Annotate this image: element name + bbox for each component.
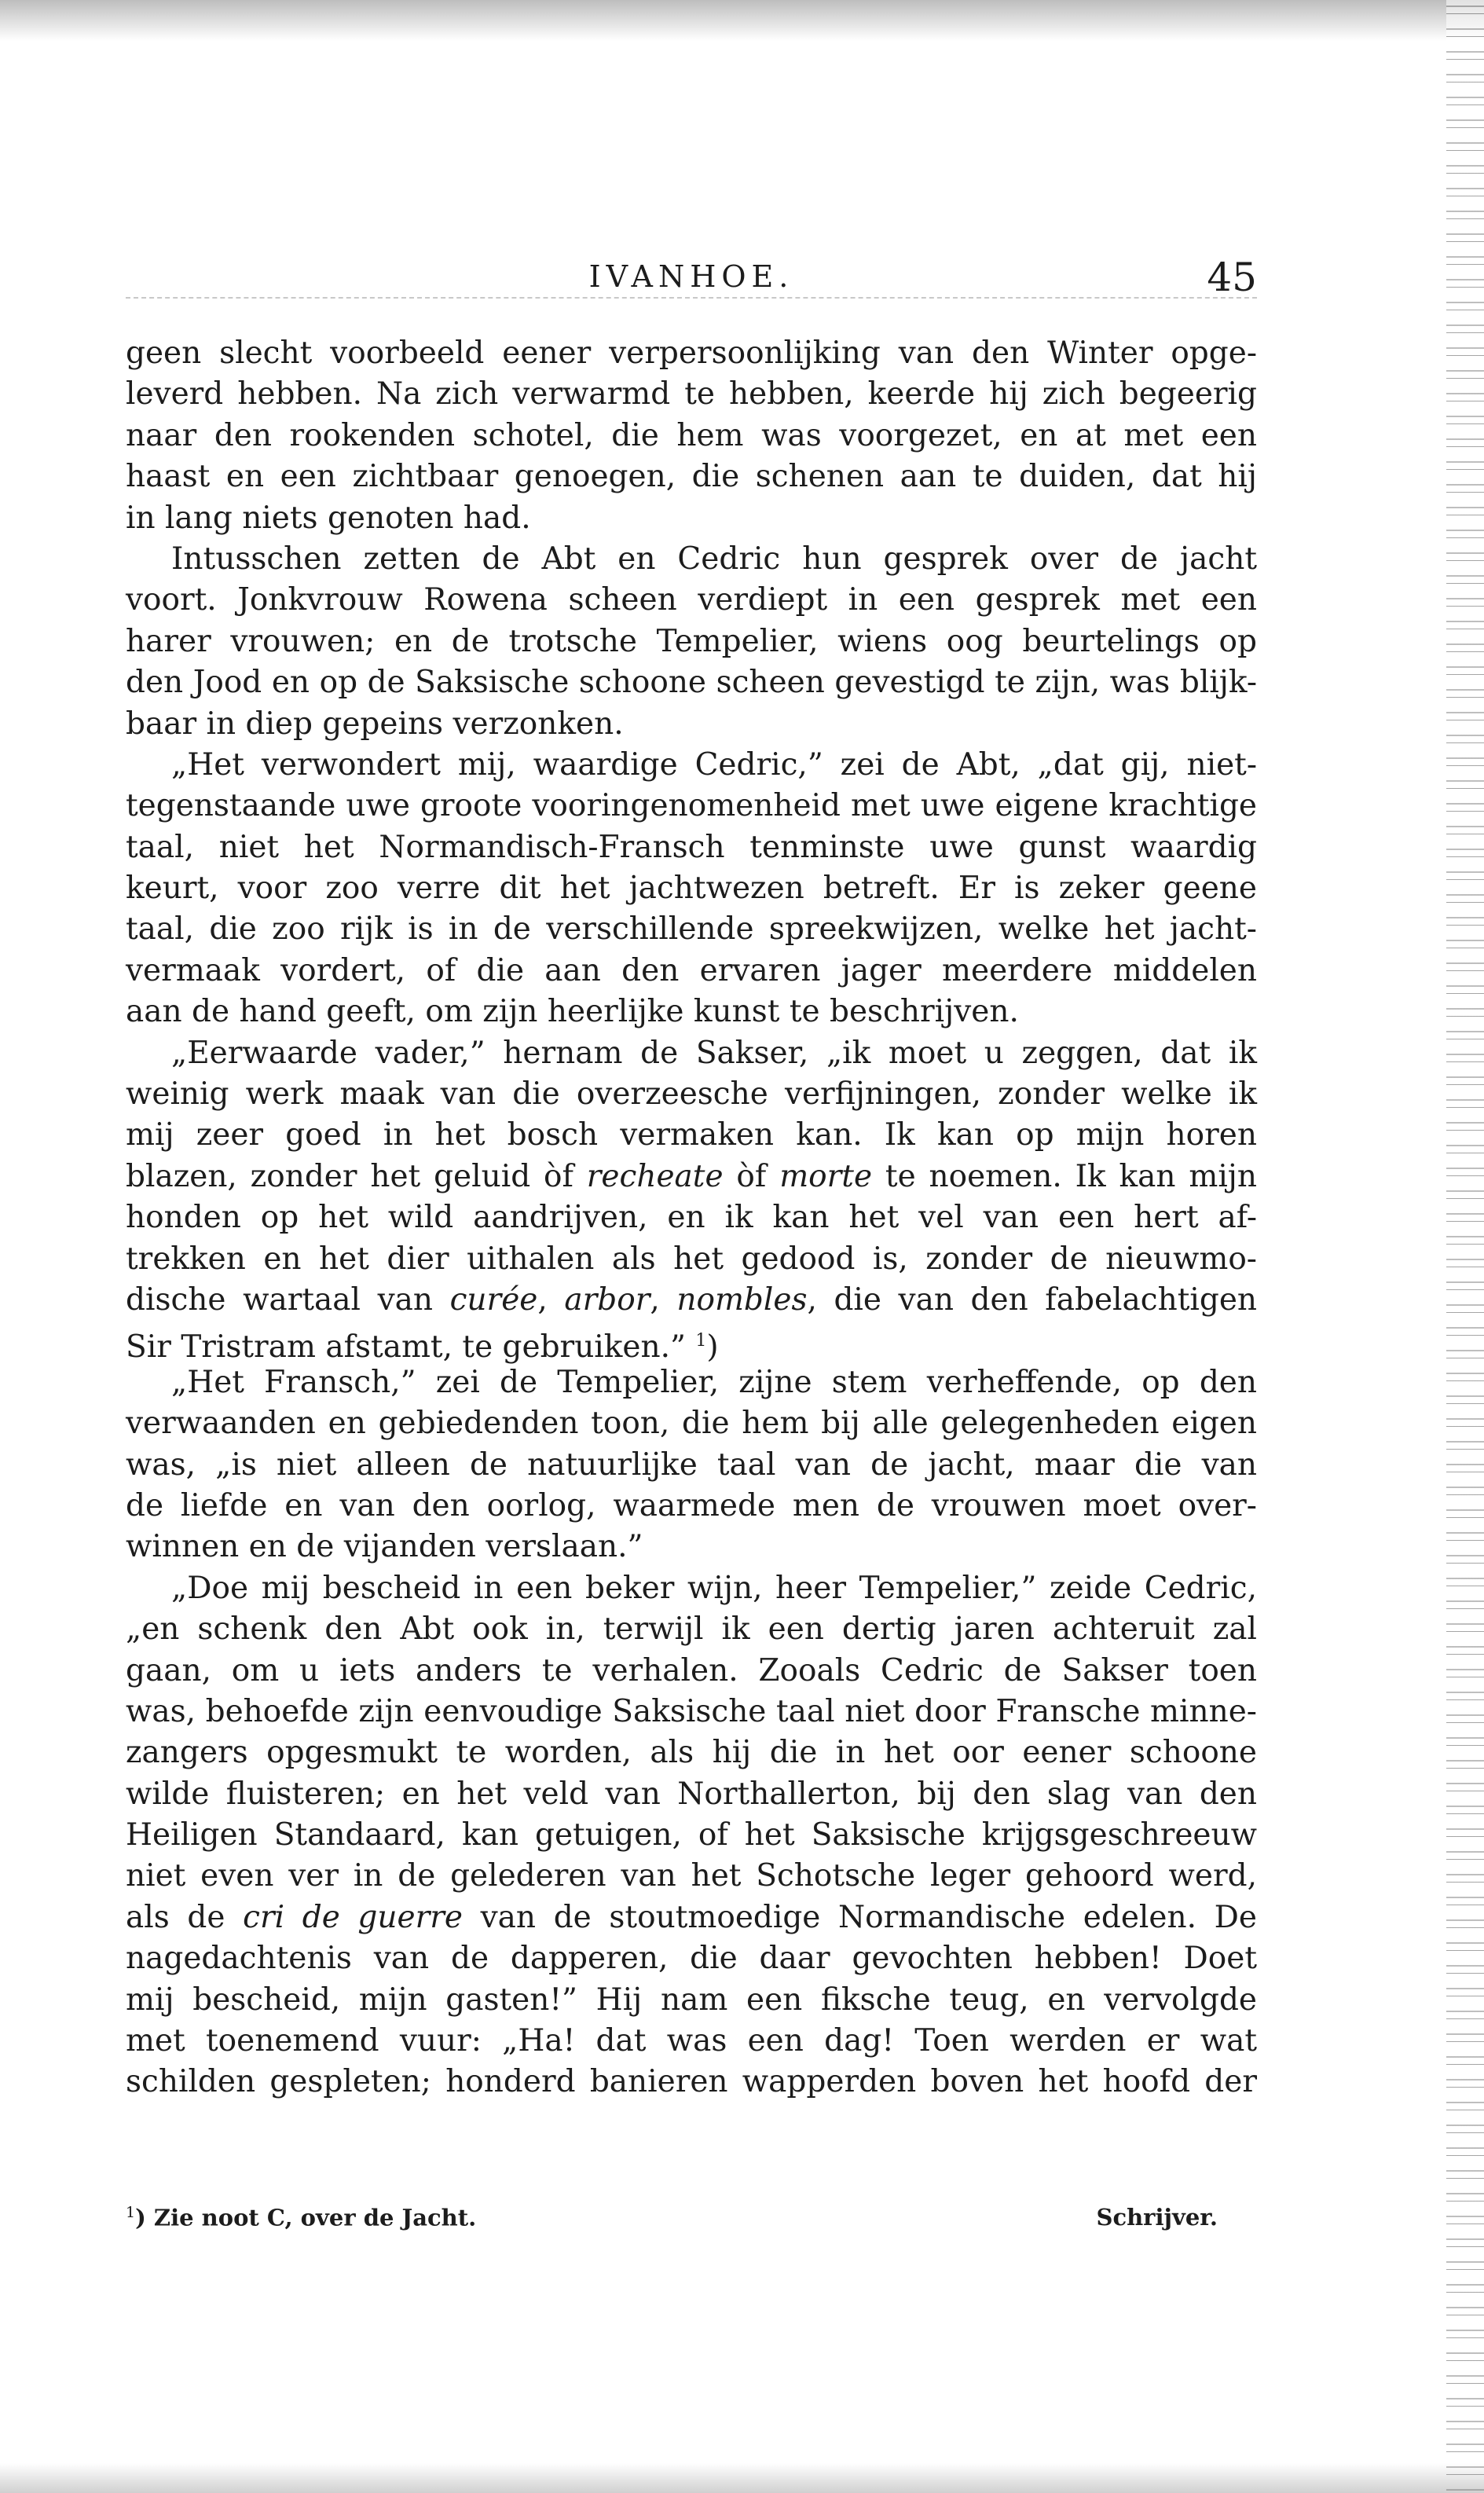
footnote-reference: 1 <box>695 1331 707 1351</box>
text-line: trekken en het dier uithalen als het gedood is, zonder de nieuwmo- <box>126 1241 1257 1277</box>
text-line: mij bescheid, mijn gasten!” Hij nam een fiksche teug, en vervolgde <box>126 1982 1257 2018</box>
text-line <box>126 1157 1257 1197</box>
footnote-marker: 1 <box>126 2204 136 2221</box>
text-line: taal, die zoo rijk is in de verschillende spreekwijzen, welke het jacht- <box>126 911 1257 948</box>
text-run: , <box>537 1281 565 1318</box>
page-header <box>126 255 1257 306</box>
text-line: de liefde en van den oorlog, waarmede men de vrouwen moet over- <box>126 1487 1257 1523</box>
header-rule <box>126 297 1257 299</box>
text-line: keurt, voor zoo verre dit het jachtwezen betreft. Er is zeker geene <box>126 871 1257 907</box>
text-line: naar den rookenden schotel, die hem was voorgezet, en at met een <box>126 417 1257 453</box>
text-line: verwaanden en gebiedenden toon, die hem bij alle gelegenheden eigen <box>126 1406 1257 1442</box>
text-line: geen slecht voorbeeld eener verpersoonlijking van den Winter opge- <box>126 335 1257 371</box>
italic-term: cri de guerre <box>243 1899 463 1935</box>
text-line <box>126 1321 1257 1366</box>
italic-term: arbor <box>564 1281 650 1318</box>
text-line: haast en een zichtbaar genoegen, die schenen aan te duiden, dat hij <box>126 459 1257 495</box>
page-right-edge <box>1446 0 1484 2493</box>
text-run: blazen, zonder het geluid òf <box>126 1158 587 1194</box>
italic-term: recheate <box>586 1158 724 1194</box>
text-run: van de stoutmoedige Normandische edelen. De <box>462 1899 1257 1935</box>
text-run: , <box>650 1281 677 1318</box>
text-line: Intusschen zetten de Abt en Cedric hun gesprek over de jacht <box>171 541 1257 577</box>
text-line <box>126 1280 1257 1321</box>
text-line: leverd hebben. Na zich verwarmd te hebben, keerde hij zich begeerig <box>126 376 1257 412</box>
text-line: weinig werk maak van die overzeesche verfijningen, zonder welke ik <box>126 1076 1257 1113</box>
text-line: gaan, om u iets anders te verhalen. Zooals Cedric de Sakser toen <box>126 1652 1257 1688</box>
body-text <box>126 333 1257 2103</box>
text-line: taal, niet het Normandisch-Fransch tenminste uwe gunst waardig <box>126 829 1257 865</box>
page-number: 45 <box>1207 255 1257 300</box>
text-line: Heiligen Standaard, kan getuigen, of het Saksische krijgsgeschreeuw <box>126 1817 1257 1853</box>
text-line: winnen en de vijanden verslaan.” <box>126 1529 643 1565</box>
text-line: „Het Fransch,” zei de Tempelier, zijne stem verheffende, op den <box>171 1364 1257 1400</box>
text-line <box>126 1897 1257 1938</box>
text-line: schilden gespleten; honderd banieren wapperden boven het hoofd der <box>126 2064 1257 2100</box>
text-line: niet even ver in de gelederen van het Schotsche leger gehoord werd, <box>126 1858 1257 1894</box>
text-line: tegenstaande uwe groote vooringenomenheid met uwe eigene krachtige <box>126 788 1257 824</box>
page-bottom-edge <box>0 2463 1484 2493</box>
text-run: Sir Tristram afstamt, te gebruiken.” <box>126 1329 696 1366</box>
text-run: te noemen. Ik kan mijn <box>872 1158 1258 1194</box>
footnote-signature: Schrijver. <box>1096 2204 1218 2231</box>
text-line: „Het verwondert mij, waardige Cedric,” zei de Abt, „dat gij, niet- <box>171 746 1257 783</box>
text-run: ) <box>706 1329 719 1366</box>
text-line: wilde fluisteren; en het veld van Northallerton, bij den slag van den <box>126 1776 1257 1812</box>
text-line: nagedachtenis van de dapperen, die daar gevochten hebben! Doet <box>126 1941 1257 1977</box>
text-line: honden op het wild aandrijven, en ik kan het vel van een hert af- <box>126 1200 1257 1236</box>
text-run: òf <box>723 1158 780 1194</box>
text-line: mij zeer goed in het bosch vermaken kan. Ik kan op mijn horen <box>126 1117 1257 1153</box>
italic-term: nombles <box>676 1281 808 1318</box>
text-line: „Doe mij bescheid in een beker wijn, heer Tempelier,” zeide Cedric, <box>171 1570 1257 1606</box>
text-line: den Jood en op de Saksische schoone scheen gevestigd te zijn, was blijk- <box>126 665 1257 701</box>
text-line: was, „is niet alleen de natuurlijke taal van de jacht, maar die van <box>126 1446 1257 1483</box>
text-line: harer vrouwen; en de trotsche Tempelier, wiens oog beurtelings op <box>126 623 1257 659</box>
italic-term: morte <box>779 1158 873 1194</box>
text-run: als de <box>126 1899 244 1935</box>
text-line: „Eerwaarde vader,” hernam de Sakser, „ik moet u zeggen, dat ik <box>171 1035 1257 1071</box>
running-title: IVANHOE. <box>588 259 794 294</box>
italic-term: curée <box>449 1281 538 1318</box>
footnote-text <box>126 2204 476 2231</box>
footnote-body: ) Zie noot C, over de Jacht. <box>135 2204 477 2231</box>
text-line: voort. Jonkvrouw Rowena scheen verdiept in een gesprek met een <box>126 582 1257 618</box>
page-top-edge <box>0 0 1484 41</box>
text-line: baar in diep gepeins verzonken. <box>126 706 624 742</box>
text-line: zangers opgesmukt te worden, als hij die in het oor eener schoone <box>126 1735 1257 1771</box>
text-line: aan de hand geeft, om zijn heerlijke kunst te beschrijven. <box>126 994 1019 1030</box>
text-run: dische wartaal van <box>126 1281 450 1318</box>
text-line: „en schenk den Abt ook in, terwijl ik een dertig jaren achteruit zal <box>126 1611 1257 1648</box>
text-run: , die van den fabelachtigen <box>807 1281 1258 1318</box>
footnote <box>126 2204 1257 2235</box>
text-line: was, behoefde zijn eenvoudige Saksische taal niet door Fransche minne- <box>126 1693 1257 1729</box>
text-line: vermaak vordert, of die aan den ervaren jager meerdere middelen <box>126 952 1257 988</box>
text-line: met toenemend vuur: „Ha! dat was een dag! Toen werden er wat <box>126 2023 1257 2059</box>
text-line: in lang niets genoten had. <box>126 500 531 536</box>
